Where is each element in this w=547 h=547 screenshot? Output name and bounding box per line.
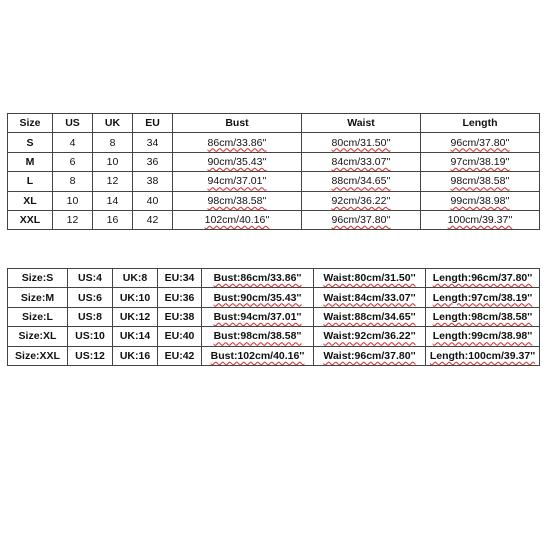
cell-text: 90cm/35.43'' xyxy=(207,155,267,168)
cell-size: Size:XXL xyxy=(8,346,68,365)
cell-length xyxy=(421,210,540,229)
cell-length xyxy=(426,346,540,365)
cell-text: 98cm/38.58'' xyxy=(450,175,510,188)
cell-text: 94cm/37.01'' xyxy=(207,175,267,188)
cell-uk: 8 xyxy=(93,133,133,152)
cell-us: 4 xyxy=(53,133,93,152)
cell-text: 96cm/37.80'' xyxy=(331,214,391,227)
cell-us: 12 xyxy=(53,210,93,229)
cell-size: L xyxy=(8,172,53,191)
header-length: Length xyxy=(421,114,540,133)
cell-uk: UK:12 xyxy=(113,307,158,326)
cell-bust xyxy=(202,269,314,288)
table-row xyxy=(8,210,540,229)
cell-text: Length:97cm/38.19'' xyxy=(432,291,533,304)
cell-text: 100cm/39.37'' xyxy=(447,214,513,227)
cell-text: 99cm/38.98'' xyxy=(450,194,510,207)
cell-eu: EU:42 xyxy=(158,346,202,365)
cell-length xyxy=(421,172,540,191)
header-uk: UK xyxy=(93,114,133,133)
cell-waist xyxy=(314,346,426,365)
cell-bust xyxy=(202,307,314,326)
cell-uk: UK:16 xyxy=(113,346,158,365)
cell-text: Bust:98cm/38.58'' xyxy=(213,330,302,343)
cell-uk: 14 xyxy=(93,191,133,210)
header-size: Size xyxy=(8,114,53,133)
header-bust: Bust xyxy=(173,114,302,133)
cell-eu: EU:36 xyxy=(158,288,202,307)
header-us: US xyxy=(53,114,93,133)
cell-length xyxy=(426,327,540,346)
cell-bust xyxy=(173,172,302,191)
cell-waist xyxy=(314,288,426,307)
cell-eu: 36 xyxy=(133,152,173,171)
cell-uk: 12 xyxy=(93,172,133,191)
cell-waist xyxy=(302,191,421,210)
cell-waist xyxy=(314,327,426,346)
cell-length xyxy=(426,288,540,307)
cell-size: S xyxy=(8,133,53,152)
cell-us: US:4 xyxy=(68,269,113,288)
cell-text: Length:99cm/38.98'' xyxy=(432,330,533,343)
table-row xyxy=(8,307,540,326)
cell-text: 97cm/38.19'' xyxy=(450,155,510,168)
cell-eu: 34 xyxy=(133,133,173,152)
table-row xyxy=(8,269,540,288)
cell-text: 86cm/33.86'' xyxy=(207,136,267,149)
cell-eu: EU:34 xyxy=(158,269,202,288)
cell-length xyxy=(421,152,540,171)
cell-text: Bust:102cm/40.16'' xyxy=(210,349,305,362)
cell-waist xyxy=(314,269,426,288)
cell-eu: 38 xyxy=(133,172,173,191)
cell-uk: 10 xyxy=(93,152,133,171)
cell-text: Waist:96cm/37.80'' xyxy=(323,349,416,362)
cell-size: Size:L xyxy=(8,307,68,326)
cell-text: Waist:84cm/33.07'' xyxy=(323,291,416,304)
table-row xyxy=(8,191,540,210)
cell-length xyxy=(426,269,540,288)
cell-us: US:12 xyxy=(68,346,113,365)
cell-size: Size:XL xyxy=(8,327,68,346)
cell-waist xyxy=(302,210,421,229)
cell-waist xyxy=(302,172,421,191)
cell-size: Size:S xyxy=(8,269,68,288)
table-row xyxy=(8,346,540,365)
cell-uk: UK:8 xyxy=(113,269,158,288)
table-header-row xyxy=(8,114,540,133)
cell-text: 88cm/34.65'' xyxy=(331,175,391,188)
cell-text: Length:100cm/39.37'' xyxy=(429,349,536,362)
cell-bust xyxy=(173,152,302,171)
cell-eu: EU:38 xyxy=(158,307,202,326)
header-waist: Waist xyxy=(302,114,421,133)
cell-text: 92cm/36.22'' xyxy=(331,194,391,207)
cell-text: Bust:86cm/33.86'' xyxy=(213,272,302,285)
size-chart-table-1 xyxy=(7,113,540,230)
cell-uk: UK:10 xyxy=(113,288,158,307)
cell-text: 84cm/33.07'' xyxy=(331,155,391,168)
cell-text: Bust:94cm/37.01'' xyxy=(213,310,302,323)
cell-size: Size:M xyxy=(8,288,68,307)
cell-bust xyxy=(202,288,314,307)
table-row xyxy=(8,152,540,171)
cell-text: Waist:92cm/36.22'' xyxy=(323,330,416,343)
cell-text: Waist:80cm/31.50'' xyxy=(323,272,416,285)
cell-text: 98cm/38.58'' xyxy=(207,194,267,207)
table-row xyxy=(8,288,540,307)
cell-text: 102cm/40.16'' xyxy=(204,214,270,227)
size-chart-table-2 xyxy=(7,268,540,366)
cell-eu: 42 xyxy=(133,210,173,229)
cell-waist xyxy=(314,307,426,326)
table-row xyxy=(8,172,540,191)
cell-us: 8 xyxy=(53,172,93,191)
cell-eu: EU:40 xyxy=(158,327,202,346)
cell-length xyxy=(421,191,540,210)
cell-us: US:6 xyxy=(68,288,113,307)
table-row xyxy=(8,133,540,152)
cell-size: XXL xyxy=(8,210,53,229)
cell-bust xyxy=(202,346,314,365)
cell-eu: 40 xyxy=(133,191,173,210)
cell-text: Bust:90cm/35.43'' xyxy=(213,291,302,304)
cell-size: M xyxy=(8,152,53,171)
cell-text: Length:98cm/38.58'' xyxy=(432,310,533,323)
cell-length xyxy=(426,307,540,326)
cell-size: XL xyxy=(8,191,53,210)
cell-uk: 16 xyxy=(93,210,133,229)
cell-us: 6 xyxy=(53,152,93,171)
cell-uk: UK:14 xyxy=(113,327,158,346)
cell-waist xyxy=(302,152,421,171)
cell-text: 80cm/31.50'' xyxy=(331,136,391,149)
cell-bust xyxy=(173,133,302,152)
cell-text: 96cm/37.80'' xyxy=(450,136,510,149)
cell-us: US:10 xyxy=(68,327,113,346)
cell-us: US:8 xyxy=(68,307,113,326)
cell-text: Waist:88cm/34.65'' xyxy=(323,310,416,323)
cell-bust xyxy=(202,327,314,346)
table-row xyxy=(8,327,540,346)
cell-us: 10 xyxy=(53,191,93,210)
cell-length xyxy=(421,133,540,152)
cell-waist xyxy=(302,133,421,152)
header-eu: EU xyxy=(133,114,173,133)
cell-bust xyxy=(173,191,302,210)
cell-text: Length:96cm/37.80'' xyxy=(432,272,533,285)
cell-bust xyxy=(173,210,302,229)
